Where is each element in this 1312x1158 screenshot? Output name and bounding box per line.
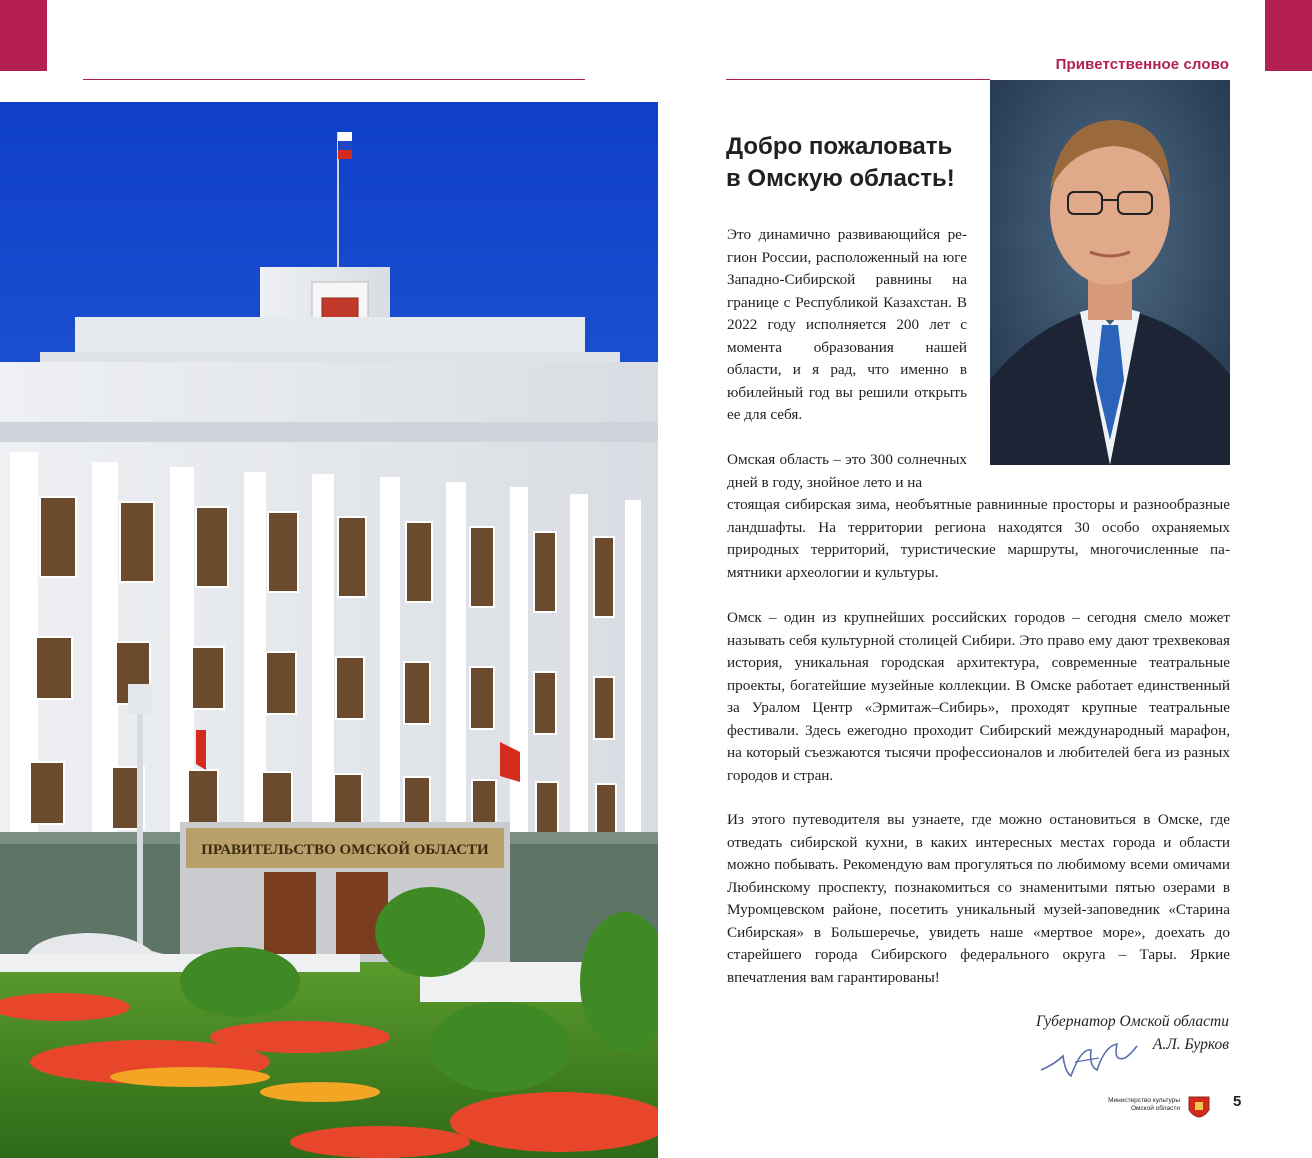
building-photo <box>0 102 658 1158</box>
signature-role: Губернатор Омской области <box>1036 1013 1229 1030</box>
coat-of-arms-icon <box>1186 1094 1212 1122</box>
governor-portrait <box>990 80 1230 465</box>
paragraph-omsk: Омск – один из крупнейших российских городов – сегодня смело может называть себя культурной столицей Сибири. Это право ему дают трехвековая история, уникальная городская архитектура, современные театральные проекты, богатейшие музейные коллекции. В Омске работает единственный за Уралом Центр «Эрмитаж–Сибирь», проходят крупные театральные фестивали. Здесь ежегодно проходит Сибирский международный марафон, на который съезжаются тысячи профессионалов и любителей бега из разных городов и стран. <box>727 609 1230 784</box>
ministry-line-2: Омской области <box>1130 1105 1180 1112</box>
heading-line-2: в Омскую область! <box>726 165 955 192</box>
left-page-tab <box>0 0 47 71</box>
right-page-tab <box>1265 0 1312 71</box>
ministry-line-1: Министерство культуры <box>1108 1097 1180 1104</box>
section-title: Приветственное слово <box>1055 56 1229 73</box>
ministry-label <box>1098 1097 1180 1113</box>
paragraph-guide: Из этого путеводителя вы узнаете, где можно остановиться в Омске, где отведать сибирской кухни, в каких интересных местах города и области можно побывать. Рекомендую вам прогуляться по любимому всеми омичами Любинскому проспекту, познакомиться со знаменитыми пятью озерами в Муромцевском районе, посетить уникальный музей-заповедник «Старина Сибирская» в Большеречье, увидеть наше «мертвое море», доехать до старейшего города Сибирского федерального округа – Тары. Яркие впечатления вам гарантированы! <box>727 811 1230 986</box>
paragraph-region-start: Омская область – это 300 солнечных дней в году, знойное лето и на <box>727 451 967 491</box>
signature-name: А.Л. Бурков <box>1152 1036 1229 1053</box>
page-number: 5 <box>1233 1093 1242 1110</box>
article-heading <box>726 131 986 195</box>
paragraph-region-cont: стоящая сибирская зима, необъятные равнинные просторы и разнообразные ландшафты. На территории региона находятся 30 особо охраняемых природных территорий, туристические маршруты, многочисленные памятники археологии и культуры. <box>727 496 1230 581</box>
svg-text:ПРАВИТЕЛЬСТВО ОМСКОЙ ОБЛАСТИ: ПРАВИТЕЛЬСТВО ОМСКОЙ ОБЛАСТИ <box>201 842 489 858</box>
heading-line-1: Добро пожаловать <box>726 133 953 160</box>
autograph-signature <box>1035 1036 1140 1080</box>
left-header-rule <box>83 79 585 80</box>
right-header-rule <box>726 79 990 80</box>
paragraph-intro: Это динамично развивающийся регион России, расположенный на юге Западно-Сибирской равнины на границе с Республикой Казахстан. В 2022 году исполняется 200 лет с момента образования нашей области, и я рад, что именно в юбилейный год вы решили открыть ее для себя. <box>727 226 967 423</box>
